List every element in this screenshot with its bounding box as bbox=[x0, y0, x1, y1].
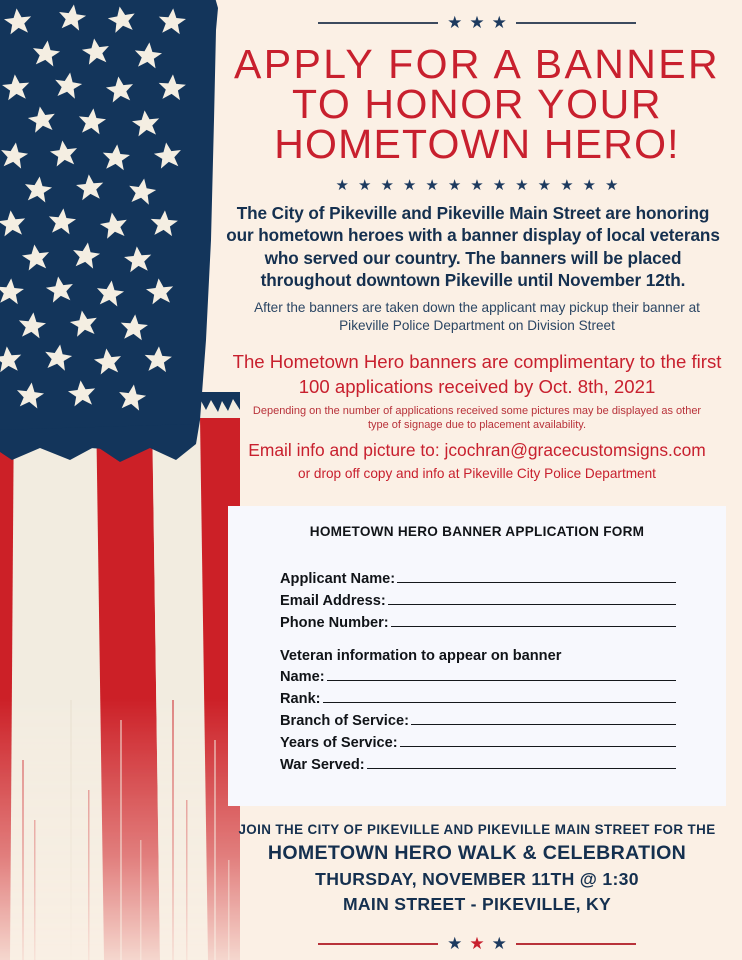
field-input-line[interactable] bbox=[323, 688, 676, 703]
intro-paragraph: The City of Pikeville and Pikeville Main Street are honoring our hometown heroes with a banner display of local veterans who served our country. The banners will be placed throughout downtown Pikeville until November 12th. bbox=[226, 203, 720, 290]
flag-stripes bbox=[0, 386, 240, 960]
star-icon: ★ bbox=[447, 13, 463, 32]
field-years-of-service[interactable] bbox=[280, 732, 726, 751]
star-icon: ★ bbox=[469, 934, 485, 953]
veteran-section-heading bbox=[280, 648, 726, 664]
footer-line-2: HOMETOWN HERO WALK & CELEBRATION bbox=[267, 842, 687, 864]
intro-subnote: After the banners are taken down the applicant may pickup their banner at Pikeville Police Department on Division Street bbox=[254, 300, 700, 333]
bottom-star-divider bbox=[212, 935, 742, 952]
event-footer bbox=[212, 822, 742, 952]
star-icon: ★ bbox=[537, 177, 552, 195]
flag-svg bbox=[0, 0, 240, 960]
field-label: Name: bbox=[280, 669, 325, 685]
footer-line-3: THURSDAY, NOVEMBER 11TH @ 1:30 bbox=[315, 869, 639, 889]
field-label: Branch of Service: bbox=[280, 713, 409, 729]
star-icon: ★ bbox=[358, 177, 372, 195]
page-title bbox=[212, 41, 742, 167]
divider-rule-left bbox=[318, 22, 438, 24]
star-icon: ★ bbox=[491, 13, 507, 32]
star-icon: ★ bbox=[515, 177, 529, 195]
field-label: Email Address: bbox=[280, 593, 386, 609]
star-icon: ★ bbox=[425, 177, 439, 195]
divider-rule-left bbox=[318, 943, 438, 945]
star-icon: ★ bbox=[447, 177, 462, 195]
offer-dropoff-line: or drop off copy and info at Pikeville City Police Department bbox=[298, 465, 656, 481]
star-icon: ★ bbox=[492, 177, 507, 195]
field-label: War Served: bbox=[280, 757, 365, 773]
star-row-divider bbox=[212, 178, 742, 193]
field-veteran-name[interactable] bbox=[280, 666, 726, 685]
form-title: HOMETOWN HERO BANNER APPLICATION FORM bbox=[309, 524, 645, 539]
form-fields bbox=[280, 568, 726, 773]
field-label: Applicant Name: bbox=[280, 571, 396, 587]
field-label: Rank: bbox=[280, 691, 321, 707]
field-email-address[interactable] bbox=[280, 590, 726, 609]
divider-stars bbox=[447, 14, 507, 31]
field-applicant-name[interactable] bbox=[280, 568, 726, 587]
star-icon: ★ bbox=[560, 177, 574, 195]
field-branch-of-service[interactable] bbox=[280, 710, 726, 729]
offer-email-line: Email info and picture to: jcochran@gracecustomsigns.com bbox=[248, 439, 706, 460]
star-icon: ★ bbox=[470, 177, 484, 195]
section-heading-label: Veteran information to appear on banner bbox=[280, 648, 562, 664]
field-input-line[interactable] bbox=[397, 568, 676, 583]
divider-rule-right bbox=[516, 943, 636, 945]
star-icon: ★ bbox=[447, 934, 463, 953]
content-column bbox=[212, 0, 742, 960]
application-form-panel bbox=[228, 506, 726, 806]
field-input-line[interactable] bbox=[327, 666, 676, 681]
star-icon: ★ bbox=[469, 13, 485, 32]
title-line-3: HOMETOWN HERO! bbox=[274, 120, 680, 167]
footer-line-1: JOIN THE CITY OF PIKEVILLE AND PIKEVILLE MAIN STREET FOR THE bbox=[238, 822, 716, 837]
field-label: Phone Number: bbox=[280, 615, 389, 631]
footer-line-4: MAIN STREET - PIKEVILLE, KY bbox=[342, 894, 612, 914]
field-input-line[interactable] bbox=[367, 754, 676, 769]
field-label: Years of Service: bbox=[280, 735, 398, 751]
title-line-2: TO HONOR YOUR bbox=[291, 80, 663, 127]
top-star-divider bbox=[212, 14, 742, 31]
star-icon: ★ bbox=[380, 177, 394, 195]
star-icon: ★ bbox=[491, 934, 507, 953]
field-rank[interactable] bbox=[280, 688, 726, 707]
offer-headline: The Hometown Hero banners are complimentary to the first 100 applications received by Oct. 8th, 2021 bbox=[232, 351, 722, 397]
star-icon: ★ bbox=[335, 177, 349, 195]
field-input-line[interactable] bbox=[391, 612, 676, 627]
star-icon: ★ bbox=[582, 177, 596, 195]
field-input-line[interactable] bbox=[400, 732, 676, 747]
star-icon: ★ bbox=[604, 177, 619, 195]
field-war-served[interactable] bbox=[280, 754, 726, 773]
field-input-line[interactable] bbox=[411, 710, 676, 725]
star-icon: ★ bbox=[402, 177, 417, 195]
american-flag-graphic bbox=[0, 0, 240, 960]
field-input-line[interactable] bbox=[388, 590, 676, 605]
divider-rule-right bbox=[516, 22, 636, 24]
field-phone-number[interactable] bbox=[280, 612, 726, 631]
title-line-1: APPLY FOR A BANNER bbox=[233, 41, 720, 87]
divider-stars bbox=[447, 935, 507, 952]
offer-fine-print: Depending on the number of applications received some pictures may be displayed as other type of signage due to placement availability. bbox=[252, 404, 702, 431]
